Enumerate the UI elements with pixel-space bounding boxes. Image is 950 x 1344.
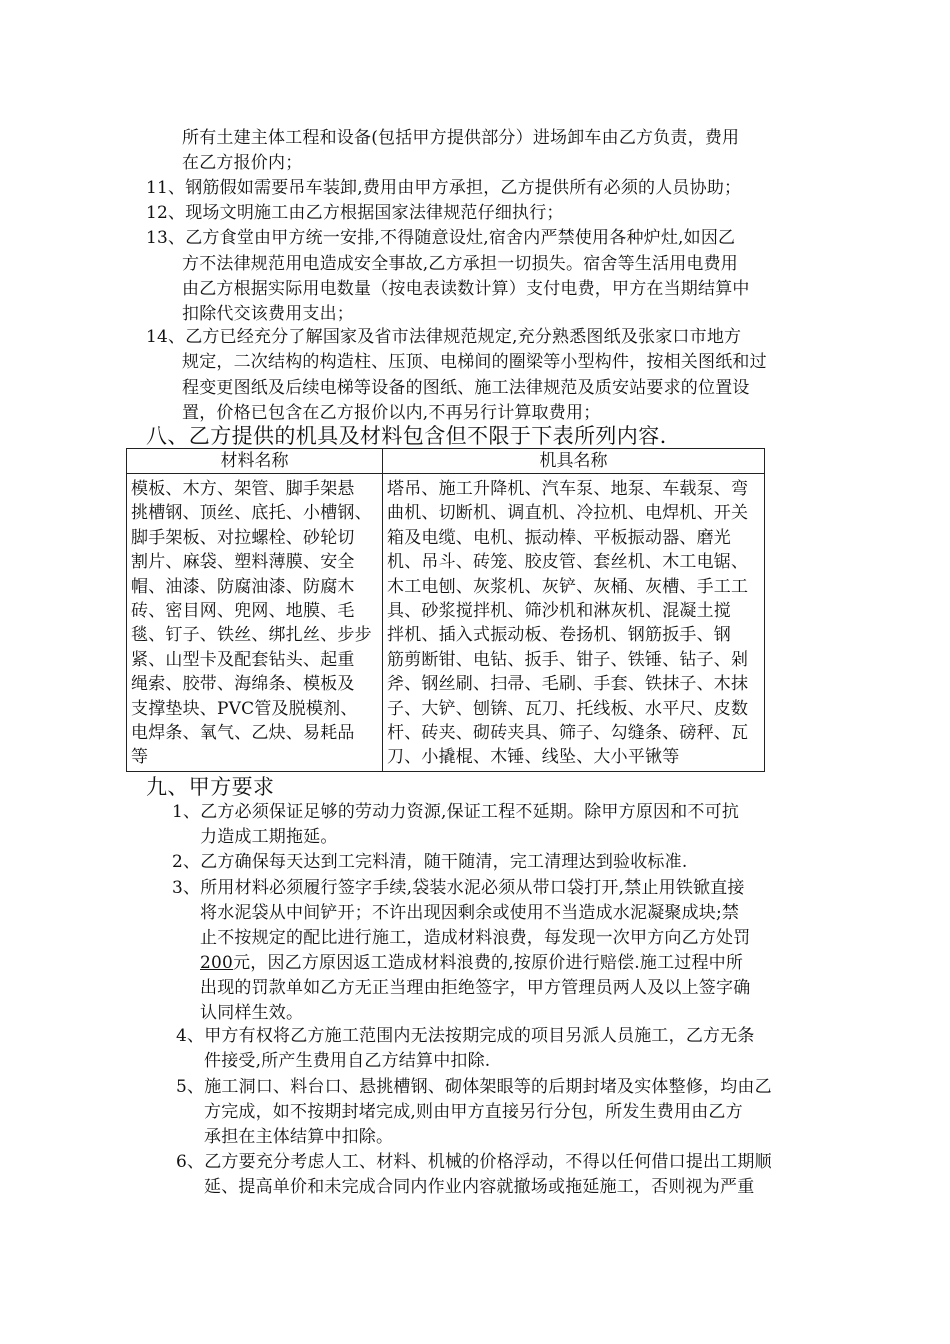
item-11: 11、钢筋假如需要吊车装卸,费用由甲方承担，乙方提供所有必须的人员协助； (146, 178, 742, 198)
materials-line: 模板、木方、架管、脚手架悬 (131, 479, 355, 499)
materials-line: 支撑垫块、PVC管及脱模剂、 (131, 698, 358, 719)
tools-line: 斧、钢丝刷、扫帚、毛刷、手套、铁抹子、木抹 (387, 674, 749, 695)
item-13-line-4: 扣除代交该费用支出； (182, 304, 354, 324)
materials-line: 等 (131, 747, 149, 768)
requirement-4-line-2: 件接受,所产生费用自乙方结算中扣除. (204, 1051, 491, 1071)
requirement-3-line-4-text: 元，因乙方原因返工造成材料浪费的,按原价进行赔偿.施工过程中所 (233, 953, 744, 973)
section-8-heading: 八、乙方提供的机具及材料包含但不限于下表所列内容. (146, 424, 667, 448)
item-14-line-1: 14、乙方已经充分了解国家及省市法律规范规定,充分熟悉图纸及张家口市地方 (146, 327, 742, 347)
materials-cell (127, 474, 383, 772)
requirement-5-line-2: 方完成，如不按期封堵完成,则由甲方直接另行分包，所发生费用由乙方 (204, 1102, 743, 1122)
item-12: 12、现场文明施工由乙方根据国家法律规范仔细执行； (146, 203, 564, 223)
item-14-line-4: 置，价格已包含在乙方报价以内,不再另行计算取费用； (182, 403, 601, 423)
item-10-continuation-line-2: 在乙方报价内； (182, 153, 303, 173)
requirement-3-line-4 (200, 951, 743, 975)
requirement-5-line-3: 承担在主体结算中扣除。 (204, 1127, 394, 1147)
requirement-1-line-1: 1、乙方必须保证足够的劳动力资源,保证工程不延期。除甲方原因和不可抗 (172, 802, 740, 822)
tools-line: 箱及电缆、电机、振动棒、平板振动器、磨光 (387, 527, 731, 548)
requirement-3-line-1: 3、所用材料必须履行签字手续,袋装水泥必须从带口袋打开,禁止用铁锨直接 (172, 878, 745, 898)
tools-line: 塔吊、施工升降机、汽车泵、地泵、车载泵、弯 (387, 479, 749, 499)
materials-line: 电焊条、氧气、乙炔、易耗品 (131, 723, 355, 744)
tools-column-header: 机具名称 (383, 449, 765, 474)
item-14-line-2: 规定，二次结构的构造柱、压顶、电梯间的圈梁等小型构件，按相关图纸和过 (182, 352, 767, 372)
item-14-line-3: 程变更图纸及后续电梯等设备的图纸、施工法律规范及质安站要求的位置设 (182, 378, 750, 398)
tools-line: 杆、砖夹、砌砖夹具、筛子、勾缝条、磅秤、瓦 (387, 723, 749, 744)
requirement-2: 2、乙方确保每天达到工完料清，随干随清，完工清理达到验收标准. (172, 852, 688, 872)
materials-tools-table (126, 448, 765, 772)
section-9-heading: 九、甲方要求 (146, 775, 275, 799)
requirement-1-line-2: 力造成工期拖延。 (200, 827, 338, 847)
requirement-3-line-2: 将水泥袋从中间铲开；不许出现因剩余或使用不当造成水泥凝聚成块;禁 (200, 903, 740, 923)
requirement-6-line-2: 延、提高单价和未完成合同内作业内容就撤场或拖延施工，否则视为严重 (204, 1177, 755, 1197)
materials-line: 毯、钉子、铁丝、绑扎丝、步步 (131, 625, 372, 646)
materials-line: 帽、油漆、防腐油漆、防腐木 (131, 576, 355, 597)
requirement-6-line-1: 6、乙方要充分考虑人工、材料、机械的价格浮动，不得以任何借口提出工期顺 (176, 1152, 772, 1172)
tools-line: 刀、小撬棍、木锤、线坠、大小平锹等 (387, 747, 680, 768)
materials-line: 绳索、胶带、海绵条、模板及 (131, 674, 355, 695)
tools-line: 具、砂浆搅拌机、筛沙机和淋灰机、混凝土搅 (387, 601, 731, 622)
requirement-4-line-1: 4、甲方有权将乙方施工范围内无法按期完成的项目另派人员施工，乙方无条 (176, 1026, 755, 1046)
materials-line: 割片、麻袋、塑料薄膜、安全 (131, 552, 355, 573)
tools-line: 拌机、插入式振动板、卷扬机、钢筋扳手、钢 (387, 625, 731, 646)
materials-line: 脚手架板、对拉螺栓、砂轮切 (131, 527, 355, 548)
tools-line: 筋剪断钳、电钻、扳手、钳子、铁锤、钻子、剁 (387, 649, 749, 670)
materials-line: 砖、密目网、兜网、地膜、毛 (131, 601, 355, 622)
table-row (127, 474, 765, 772)
materials-column-header: 材料名称 (127, 449, 383, 474)
item-13-line-2: 方不法律规范用电造成安全事故,乙方承担一切损失。宿舍等生活用电费用 (182, 254, 739, 274)
tools-line: 机、吊斗、砖笼、胶皮管、套丝机、木工电锯、 (387, 552, 749, 573)
requirement-3-line-3: 止不按规定的配比进行施工，造成材料浪费，每发现一次甲方向乙方处罚 (200, 928, 751, 948)
item-13-line-1: 13、乙方食堂由甲方统一安排,不得随意设灶,宿舍内严禁使用各种炉灶,如因乙 (146, 228, 736, 248)
requirement-3-line-6: 认同样生效。 (200, 1003, 304, 1023)
materials-line: 挑槽钢、顶丝、底托、小槽钢、 (131, 503, 372, 524)
tools-line: 曲机、切断机、调直机、冷拉机、电焊机、开关 (387, 503, 749, 524)
item-10-continuation-line-1: 所有土建主体工程和设备(包括甲方提供部分）进场卸车由乙方负责，费用 (182, 128, 740, 148)
item-13-line-3: 由乙方根据实际用电数量（按电表读数计算）支付电费，甲方在当期结算中 (182, 279, 750, 299)
tools-line: 木工电刨、灰浆机、灰铲、灰桶、灰槽、手工工 (387, 576, 749, 597)
requirement-5-line-1: 5、施工洞口、料台口、悬挑槽钢、砌体架眼等的后期封堵及实体整修，均由乙 (176, 1077, 772, 1097)
materials-line: 紧、山型卡及配套钻头、起重 (131, 649, 355, 670)
requirement-3-line-5: 出现的罚款单如乙方无正当理由拒绝签字，甲方管理员两人及以上签字确 (200, 978, 751, 998)
penalty-amount: 200 (200, 953, 234, 973)
tools-line: 子、大铲、刨锛、瓦刀、托线板、水平尺、皮数 (387, 698, 749, 719)
table-header-row (127, 449, 765, 474)
tools-cell (383, 474, 765, 772)
